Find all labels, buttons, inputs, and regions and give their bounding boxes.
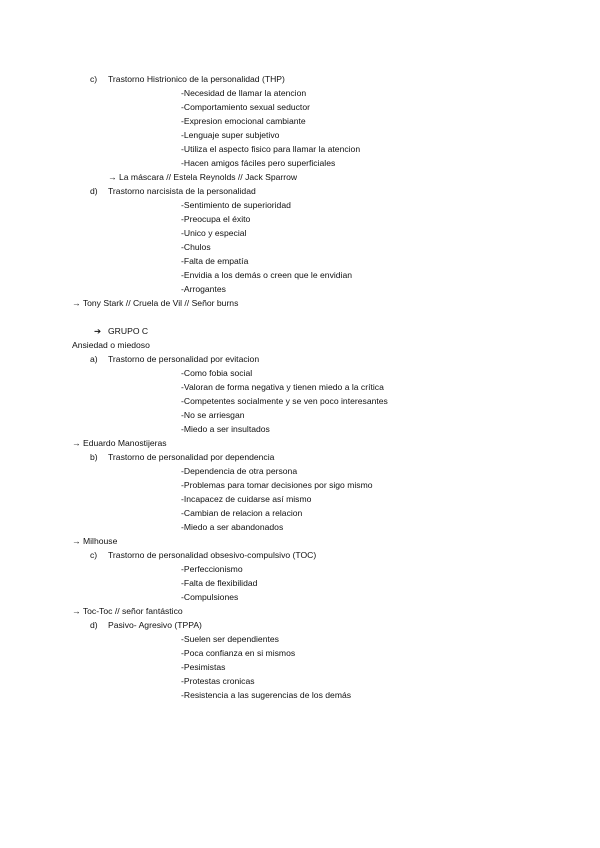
- list-marker: c): [90, 74, 98, 84]
- list-item: -Pesimistas: [181, 662, 226, 672]
- section-heading: Trastorno de personalidad por evitacion: [108, 354, 260, 364]
- group-heading: GRUPO C: [108, 326, 149, 336]
- list-item: -Sentimiento de superioridad: [181, 200, 291, 210]
- list-item: -Compulsiones: [181, 592, 239, 602]
- list-item: -Perfeccionismo: [181, 564, 243, 574]
- list-item: -Valoran de forma negativa y tienen miedo a la crítica: [181, 382, 384, 392]
- list-item: -Miedo a ser insultados: [181, 424, 270, 434]
- list-item: -Preocupa el éxito: [181, 214, 251, 224]
- list-marker: c): [90, 550, 98, 560]
- list-item: -Arrogantes: [181, 284, 226, 294]
- list-marker: d): [90, 620, 98, 630]
- list-item: -Comportamiento sexual seductor: [181, 102, 310, 112]
- section-heading: Trastorno Histrionico de la personalidad (THP): [108, 74, 285, 84]
- list-item: -Falta de empatía: [181, 256, 249, 266]
- list-item: -Unico y especial: [181, 228, 247, 238]
- list-item: -Incapacez de cuidarse así mismo: [181, 494, 312, 504]
- list-item: -Expresion emocional cambiante: [181, 116, 306, 126]
- list-item: -Como fobia social: [181, 368, 253, 378]
- example-line: → Tony Stark // Cruela de Vil // Señor burns: [72, 298, 239, 308]
- list-item: -Chulos: [181, 242, 211, 252]
- section-heading: Trastorno de personalidad por dependencia: [108, 452, 275, 462]
- group-subtitle: Ansiedad o miedoso: [72, 340, 150, 350]
- list-item: -Utiliza el aspecto fisico para llamar la atencion: [181, 144, 361, 154]
- list-marker: a): [90, 354, 98, 364]
- example-line: → La máscara // Estela Reynolds // Jack Sparrow: [108, 172, 298, 182]
- list-marker: d): [90, 186, 98, 196]
- grupo-arrow-icon: ➔: [94, 326, 102, 336]
- list-item: -Poca confianza en si mismos: [181, 648, 296, 658]
- list-item: -Problemas para tomar decisiones por sigo mismo: [181, 480, 373, 490]
- list-item: -Resistencia a las sugerencias de los demás: [181, 690, 352, 700]
- example-line: → Eduardo Manostijeras: [72, 438, 167, 448]
- section-heading: Trastorno de personalidad obsesivo-compulsivo (TOC): [108, 550, 317, 560]
- list-item: -Hacen amigos fáciles pero superficiales: [181, 158, 336, 168]
- list-item: -Envidia a los demás o creen que le envidian: [181, 270, 353, 280]
- example-line: → Milhouse: [72, 536, 118, 546]
- example-line: → Toc-Toc // señor fantástico: [72, 606, 183, 616]
- list-item: -No se arriesgan: [181, 410, 245, 420]
- list-item: -Falta de flexibilidad: [181, 578, 258, 588]
- list-item: -Protestas cronicas: [181, 676, 255, 686]
- section-heading: Pasivo- Agresivo (TPPA): [108, 620, 202, 630]
- list-item: -Lenguaje super subjetivo: [181, 130, 280, 140]
- list-item: -Necesidad de llamar la atencion: [181, 88, 307, 98]
- list-marker: b): [90, 452, 98, 462]
- list-item: -Suelen ser dependientes: [181, 634, 279, 644]
- list-item: -Cambian de relacion a relacion: [181, 508, 303, 518]
- list-item: -Dependencia de otra persona: [181, 466, 298, 476]
- list-item: -Miedo a ser abandonados: [181, 522, 284, 532]
- section-heading: Trastorno narcisista de la personalidad: [108, 186, 256, 196]
- list-item: -Competentes socialmente y se ven poco interesantes: [181, 396, 388, 406]
